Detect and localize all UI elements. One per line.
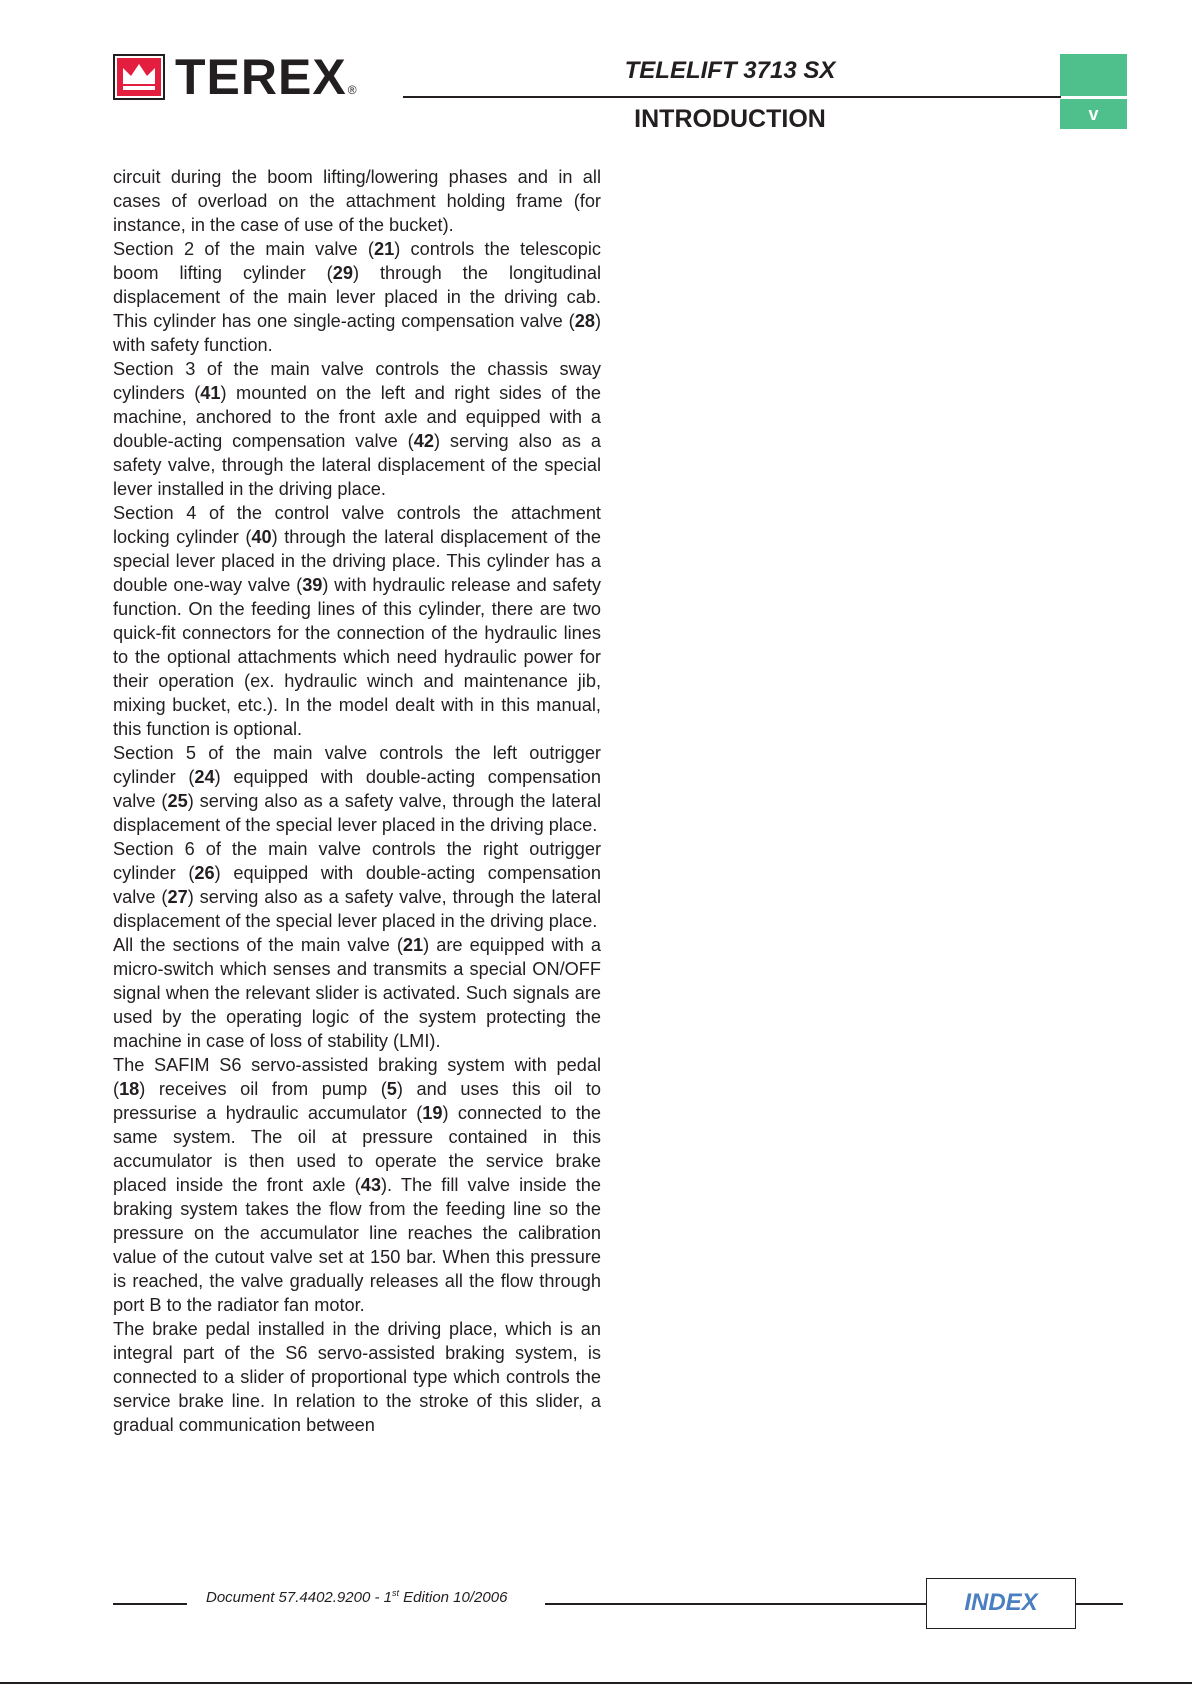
section-title: INTRODUCTION [634,105,826,133]
text-run: ) serving also as a safety valve, through the lateral displacement of the special lever placed in the driving place. [113,791,601,835]
paragraph [113,357,601,501]
document-reference [206,1588,507,1606]
paragraph [113,933,601,1053]
reference-number: 21 [402,935,424,955]
text-run: ) mounted on the left and right sides of the machine, anchored to the front axle and equipped with a double-acting compensation valve ( [113,383,601,451]
text-run: ) with safety function. [113,311,601,355]
reference-number: 43 [360,1175,381,1195]
reference-number: 18 [119,1079,140,1099]
reference-number: 27 [167,887,188,907]
reference-number: 26 [194,863,215,883]
page-bottom-rule [0,1682,1192,1684]
text-run: ). The fill valve inside the braking system takes the flow from the feeding line so the pressure on the accumulator line reaches the calibration value of the cutout valve set at 150 bar. When this pressure is reached, the valve gradually releases all the flow through port B to the radiator fan motor. [113,1175,602,1315]
reference-number: 5 [386,1079,397,1099]
body-text [113,165,601,1437]
reference-number: 39 [302,575,323,595]
text-run: circuit during the boom lifting/lowering phases and in all cases of overload on the attachment holding frame (for instance, in the case of use of the bucket). [113,167,601,235]
text-run: The SAFIM S6 servo-assisted braking system with pedal ( [113,1055,601,1099]
brand-name: TEREX [175,49,347,105]
paragraph [113,741,601,837]
text-run: ) receives oil from pump ( [139,1079,387,1099]
text-run: Section 4 of the control valve controls the attachment locking cylinder ( [113,503,601,547]
footer-divider-mid [545,1603,927,1605]
reference-number: 24 [194,767,215,787]
reference-number: 25 [167,791,188,811]
text-run: ) with hydraulic release and safety function. On the feeding lines of this cylinder, there are two quick-fit connectors for the connection of the hydraulic lines to the optional attachments which need hydraulic power for their operation (ex. hydraulic winch and maintenance jib, mixing bucket, etc.). In the model dealt with in this manual, this function is optional. [113,575,601,739]
paragraph [113,165,601,237]
page-number: v [1060,99,1127,129]
footer-divider-right [1076,1603,1123,1605]
reference-number: 42 [413,431,434,451]
doc-number: Document 57.4402.9200 - 1 [206,1589,392,1606]
text-run: ) through the longitudinal displacement of the main lever placed in the driving cab. This cylinder has one single-acting compensation valve ( [113,263,601,331]
chapter-tab [1060,54,1127,96]
reference-number: 40 [251,527,272,547]
text-run: ) equipped with double-acting compensation valve ( [113,863,602,907]
text-run: ) equipped with double-acting compensation valve ( [113,767,602,811]
reference-number: 29 [332,263,353,283]
header-divider [403,96,1061,98]
paragraph [113,1053,601,1317]
doc-ordinal: st [391,1588,399,1598]
text-run: ) serving also as a safety valve, through the lateral displacement of the special lever placed in the driving place. [113,887,601,931]
paragraph [113,1317,601,1437]
text-run: ) and uses this oil to pressurise a hydraulic accumulator ( [113,1079,601,1123]
terex-logo [113,49,357,105]
reference-number: 21 [373,239,395,259]
text-run: Section 5 of the main valve controls the left outrigger cylinder ( [113,743,601,787]
text-run: ) serving also as a safety valve, through the lateral displacement of the special lever installed in the driving place. [113,431,601,499]
text-run: ) connected to the same system. The oil at pressure contained in this accumulator is then used to operate the service brake placed inside the front axle ( [113,1103,601,1195]
registered-mark: ® [347,83,357,97]
paragraph [113,237,601,357]
terex-crown-icon [113,54,165,100]
reference-number: 28 [574,311,595,331]
text-run: All the sections of the main valve ( [113,935,403,955]
text-run: Section 6 of the main valve controls the right outrigger cylinder ( [113,839,601,883]
footer-divider-left [113,1603,187,1605]
index-button[interactable]: INDEX [926,1578,1076,1629]
doc-edition: Edition 10/2006 [398,1589,508,1606]
text-run: The brake pedal installed in the driving place, which is an integral part of the S6 servo-assisted braking system, is connected to a slider of proportional type which controls the service brake line. In relation to the stroke of this slider, a gradual communication between [113,1319,601,1435]
paragraph [113,501,601,741]
text-run: Section 3 of the main valve controls the chassis sway cylinders ( [113,359,601,403]
reference-number: 41 [200,383,221,403]
text-run: ) through the lateral displacement of the special lever placed in the driving place. This cylinder has a double one-way valve ( [113,527,601,595]
reference-number: 19 [422,1103,443,1123]
paragraph [113,837,601,933]
manual-title: TELELIFT 3713 SX [624,57,836,84]
text-run: ) controls the telescopic boom lifting cylinder ( [113,239,602,283]
text-run: ) are equipped with a micro-switch which senses and transmits a special ON/OFF signal when the relevant slider is activated. Such signals are used by the operating logic of the system protecting the machine in case of loss of stability (LMI). [113,935,601,1051]
text-run: Section 2 of the main valve ( [113,239,374,259]
